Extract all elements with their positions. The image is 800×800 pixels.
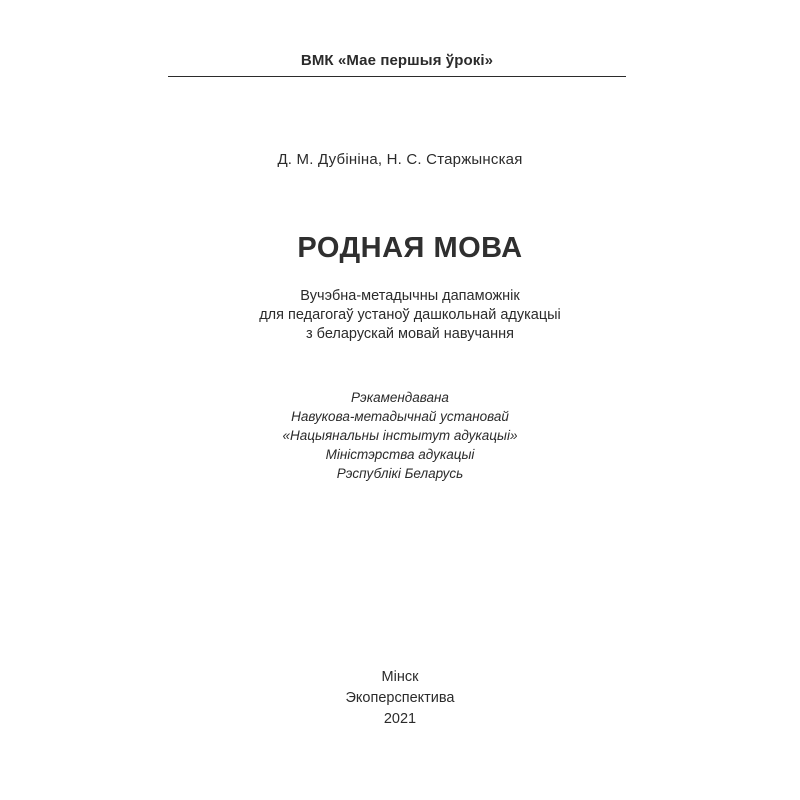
approval-line: Навукова-метадычнай установай: [291, 409, 509, 424]
imprint: [0, 667, 800, 730]
subtitle-line: Вучэбна-метадычны дапаможнік: [300, 288, 520, 304]
book-subtitle: [0, 287, 800, 344]
book-title: РОДНАЯ МОВА: [297, 232, 523, 264]
subtitle-line: для педагогаў устаноў дашкольнай адукацыі: [259, 307, 561, 323]
approval-line: «Нацыянальны інстытут адукацыі»: [282, 428, 518, 443]
approval-line: Рэкамендавана: [351, 390, 449, 405]
imprint-publisher: Экоперспектива: [345, 690, 455, 706]
approval-line: Рэспублікі Беларусь: [336, 466, 464, 481]
subtitle-line: з беларускай мовай навучання: [306, 326, 514, 342]
imprint-year: 2021: [383, 711, 417, 727]
series-divider: [168, 76, 626, 77]
authors: Д. М. Дубініна, Н. С. Старжынская: [277, 151, 523, 168]
approval-statement: [0, 388, 800, 483]
approval-line: Міністэрства адукацыі: [325, 447, 475, 462]
series-heading: ВМК «Мае першыя ўрокі»: [300, 52, 494, 69]
imprint-city: Мінск: [381, 669, 419, 685]
